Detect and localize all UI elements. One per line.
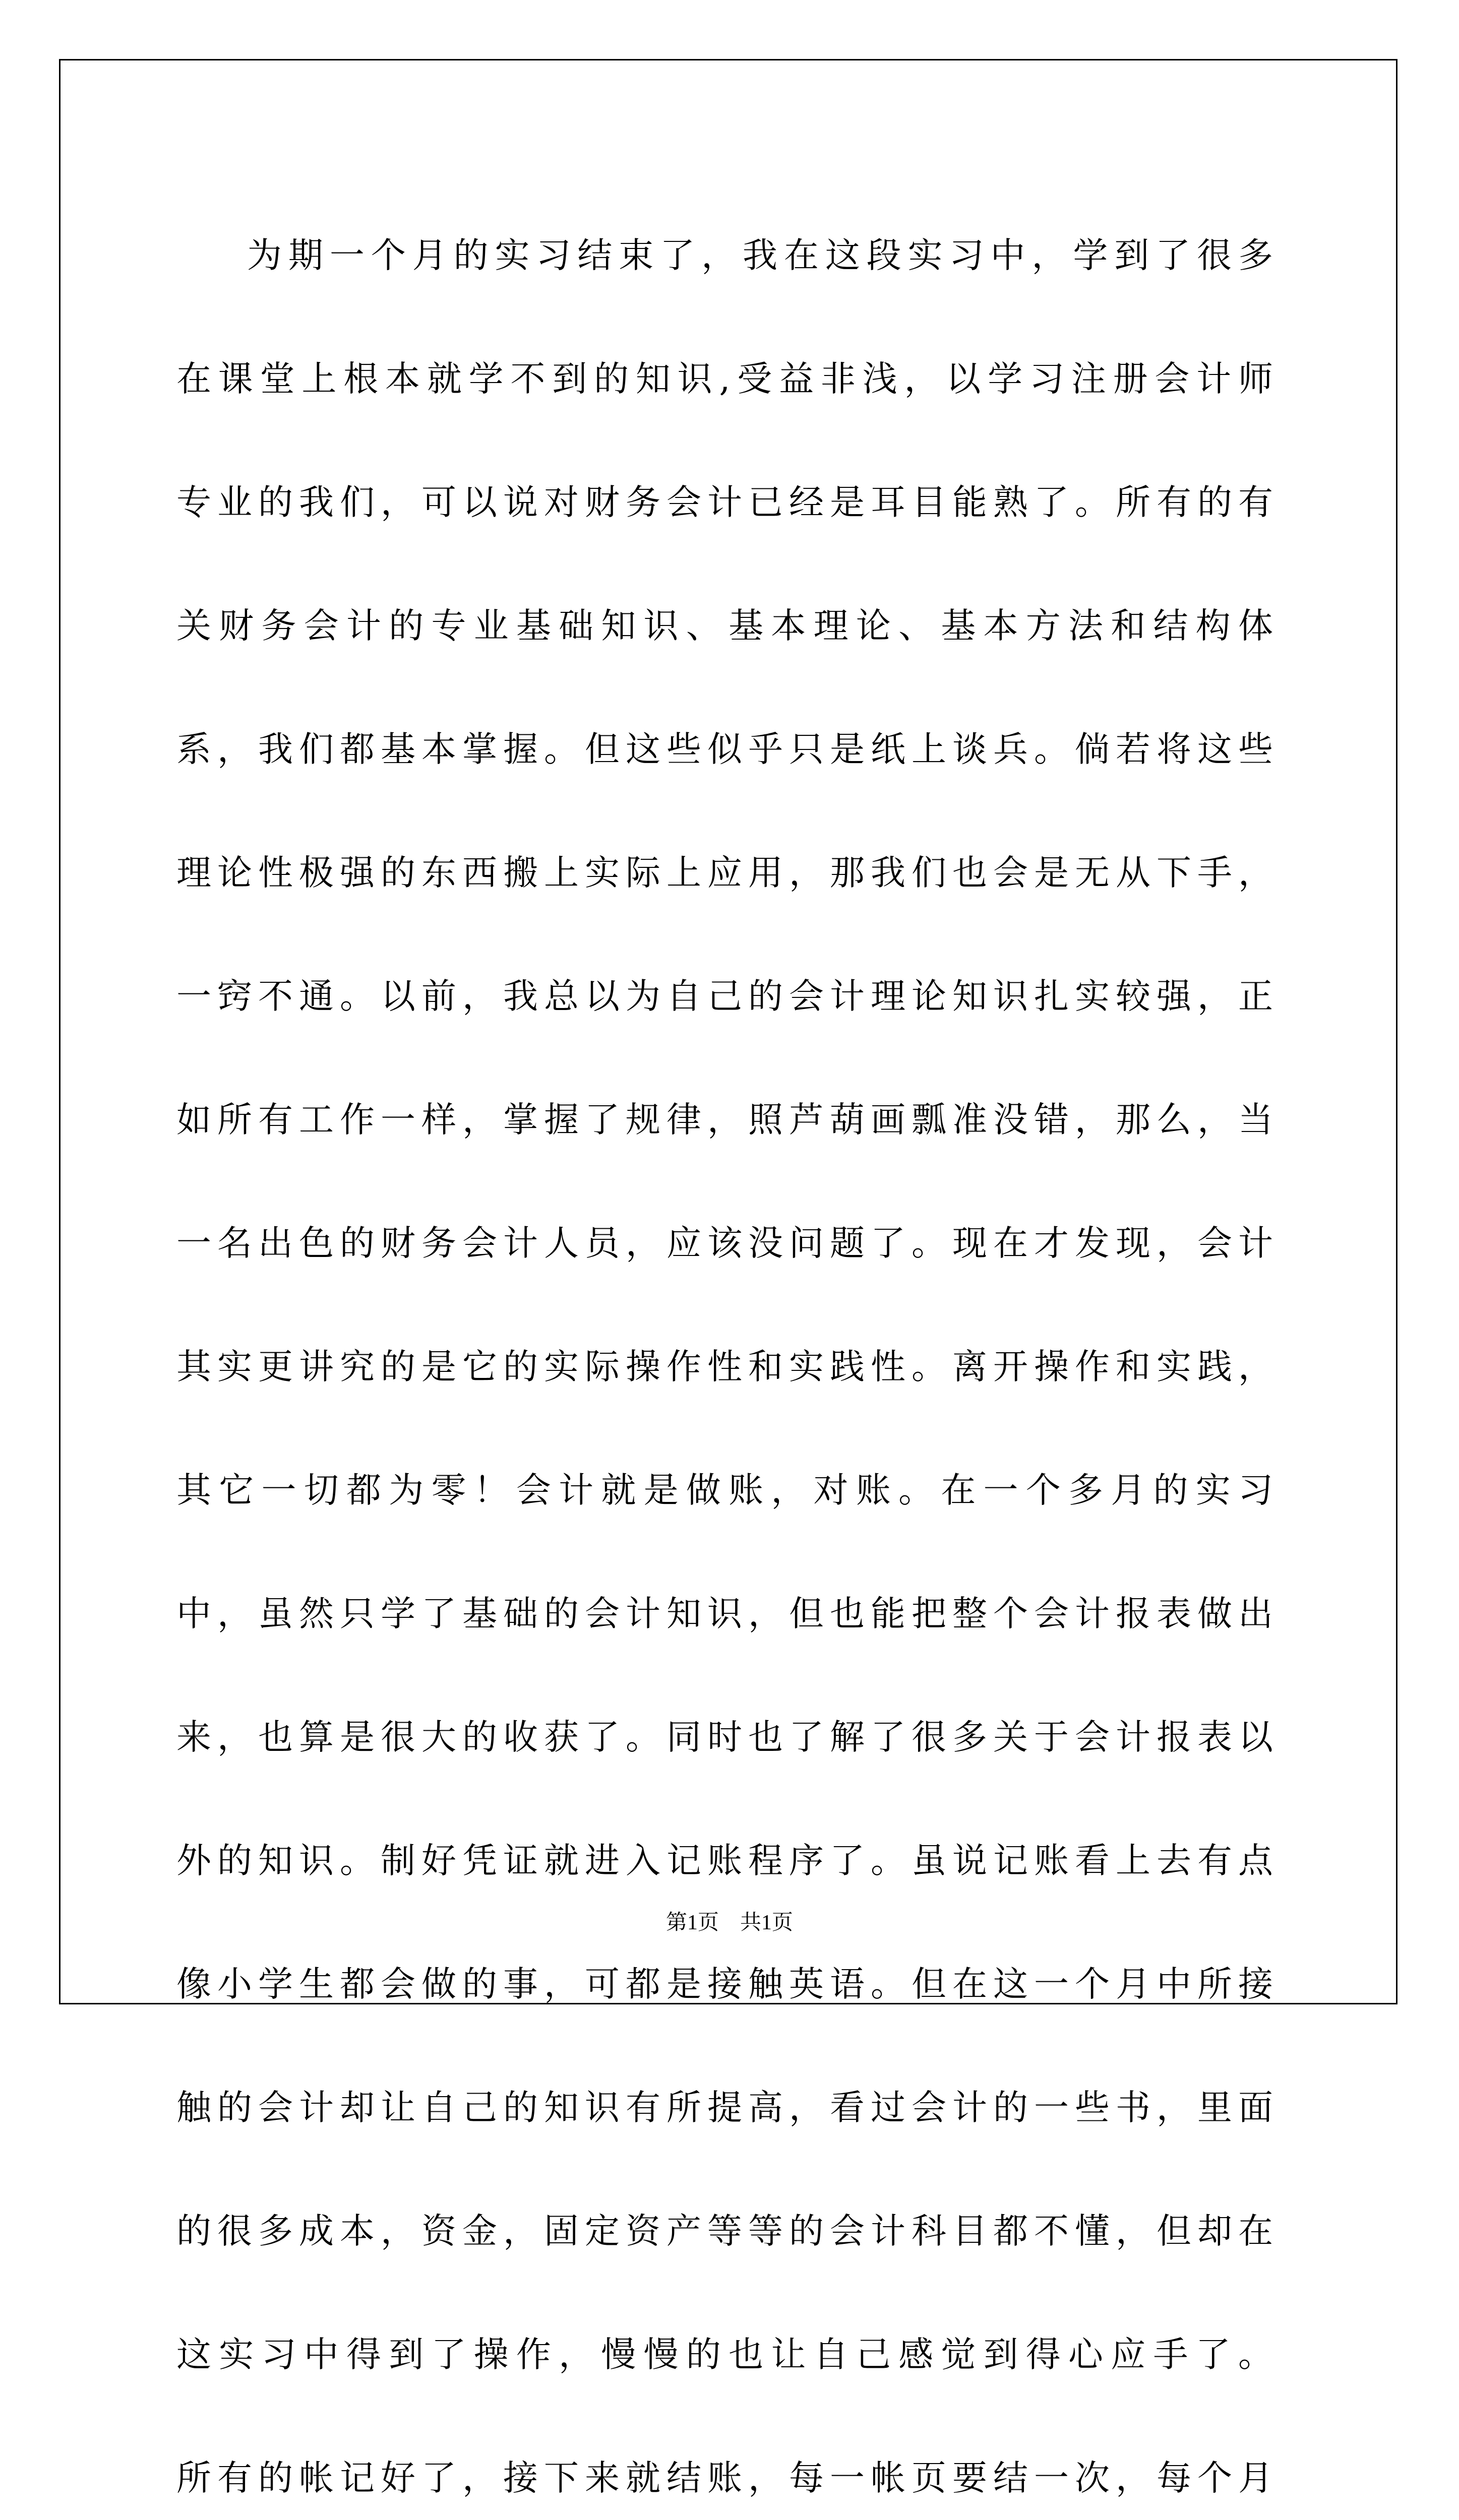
page-number-footer: 第1页 共1页 xyxy=(665,1911,793,1934)
body-paragraph: 为期一个月的实习结束了，我在这段实习中，学到了很多在课堂上根本就学不到的知识,受益非浅，以学习注册会计师专业的我们，可以说对财务会计已经是耳目能熟了。所有的有关财务会计的专业基础知识、基本理论、基本方法和结构体系，我们都基本掌握。但这些似乎只是纸上谈兵。倘若将这些理论性极强的东西搬上实际上应用，那我们也会是无从下手，一窍不通。以前，我总以为自己的会计理论知识扎实较强，正如所有工作一样，掌握了规律，照芦葫画瓢准没错，那么，当一名出色的财务会计人员，应该没问题了。现在才发现，会计其实更讲究的是它的实际操作性和实践性。离开操作和实践，其它一切都为零！会计就是做账，对账。在一个多月的实习中，虽然只学了基础的会计知识，但也能把整个会计报表做出来，也算是很大的收获了。同时也了解了很多关于会计报表以外的知识。制好凭证就进入记账程序了。虽说记账看上去有点像小学生都会做的事，可都是接触英语。但在这一个月中所接触的会计却让自己的知识有所提高，看过会计的一些书，里面的很多成本，资金，固定资产等等的会计科目都不懂，但却在这实习中得到了操作，慢慢的也让自己感觉到得心应手了。 所有的帐记好了，接下来就结账，每一帐页要结一次，每个月 xyxy=(176,235,1279,2498)
